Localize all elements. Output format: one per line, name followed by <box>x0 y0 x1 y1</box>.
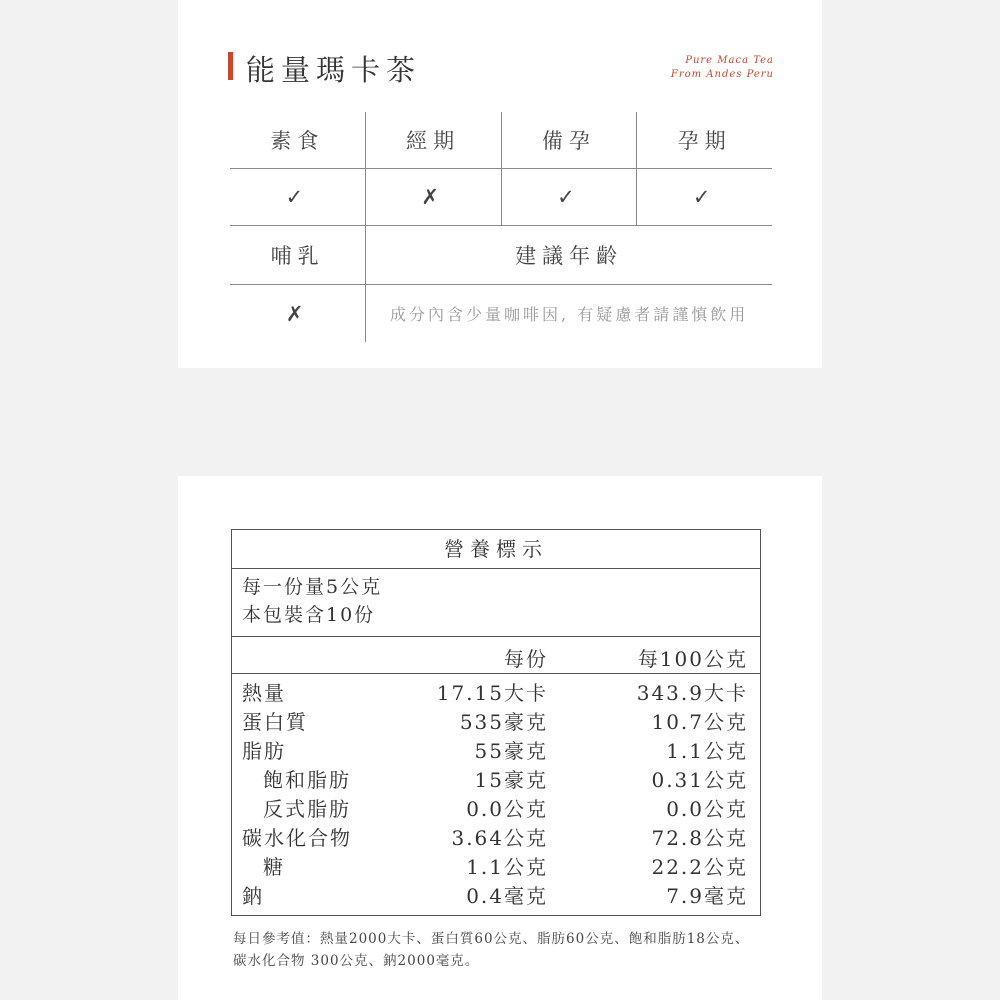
title-accent-bar <box>228 52 233 80</box>
header-preconception: 備孕 <box>501 112 637 168</box>
cross-icon: ✗ <box>365 169 501 225</box>
per-100g-value: 0.31公克 <box>651 768 748 792</box>
per-serving-value: 3.64公克 <box>451 826 548 850</box>
subtitle-line-2: From Andes Peru <box>670 69 774 80</box>
per-serving-value: 1.1公克 <box>466 855 548 879</box>
nutrient-label: 反式脂肪 <box>263 797 351 821</box>
col-per-100g: 每100公克 <box>637 647 748 671</box>
per-100g-value: 0.0公克 <box>666 797 748 821</box>
per-serving-value: 0.0公克 <box>466 797 548 821</box>
per-100g-value: 72.8公克 <box>651 826 748 850</box>
nutrient-label: 糖 <box>263 855 285 879</box>
nutrition-card <box>178 476 822 1000</box>
nutrition-row <box>232 766 760 795</box>
header-vegetarian: 素食 <box>270 129 325 153</box>
daily-reference-line-2: 碳水化合物 300公克、鈉2000毫克。 <box>233 953 480 969</box>
header-pregnancy: 孕期 <box>636 112 772 168</box>
nutrition-column-headers <box>232 637 760 674</box>
per-100g-value: 10.7公克 <box>651 710 748 734</box>
nutrition-title: 營養標示 <box>232 530 760 569</box>
per-serving-value: 15豪克 <box>474 768 548 792</box>
suitability-mark-row <box>230 169 772 226</box>
per-serving-value: 535豪克 <box>459 710 548 734</box>
suitability-row-3 <box>230 226 772 285</box>
nutrition-row <box>232 708 760 737</box>
nutrient-label: 熱量 <box>242 681 286 705</box>
suitability-header-row <box>230 112 772 169</box>
nutrient-label: 鈉 <box>242 884 264 908</box>
suitability-table <box>230 112 772 342</box>
servings-per-pack: 本包裝含10份 <box>242 604 376 626</box>
nutrient-label: 飽和脂肪 <box>263 768 351 792</box>
header-suggested-age: 建議年齡 <box>365 226 772 284</box>
check-icon: ✓ <box>285 185 310 209</box>
nutrient-label: 蛋白質 <box>242 710 308 734</box>
per-serving-value: 0.4毫克 <box>466 884 548 908</box>
daily-reference <box>233 928 773 972</box>
caffeine-note: 成分內含少量咖啡因, 有疑慮者請謹慎飲用 <box>365 285 772 342</box>
suitability-card <box>178 0 822 368</box>
nutrition-row <box>232 679 760 708</box>
check-icon: ✓ <box>501 169 637 225</box>
nutrition-row <box>232 824 760 853</box>
nutrition-row <box>232 795 760 824</box>
per-100g-value: 1.1公克 <box>666 739 748 763</box>
nutrition-rows <box>232 674 760 915</box>
serving-size: 每一份量5公克 <box>242 576 383 598</box>
nutrition-row <box>232 882 760 911</box>
product-title: 能量瑪卡茶 <box>246 53 422 87</box>
daily-reference-line-1: 每日參考值：熱量2000大卡、蛋白質60公克、脂肪60公克、飽和脂肪18公克、 <box>233 931 750 947</box>
header-menstruation: 經期 <box>365 112 501 168</box>
product-subtitle <box>671 54 774 82</box>
nutrient-label: 脂肪 <box>242 739 286 763</box>
cross-icon: ✗ <box>285 301 310 326</box>
nutrient-label: 碳水化合物 <box>242 826 352 850</box>
nutrition-row <box>232 853 760 882</box>
serving-info <box>232 569 760 637</box>
per-serving-value: 17.15大卡 <box>436 681 548 705</box>
header-breastfeeding: 哺乳 <box>270 244 325 268</box>
check-icon: ✓ <box>636 169 772 225</box>
suitability-row-4 <box>230 285 772 342</box>
subtitle-line-1: Pure Maca Tea <box>685 55 774 66</box>
nutrition-table <box>231 529 761 916</box>
per-100g-value: 7.9毫克 <box>666 884 748 908</box>
per-100g-value: 22.2公克 <box>651 855 748 879</box>
col-per-serving: 每份 <box>504 647 548 671</box>
per-100g-value: 343.9大卡 <box>636 681 748 705</box>
per-serving-value: 55豪克 <box>474 739 548 763</box>
nutrition-row <box>232 737 760 766</box>
